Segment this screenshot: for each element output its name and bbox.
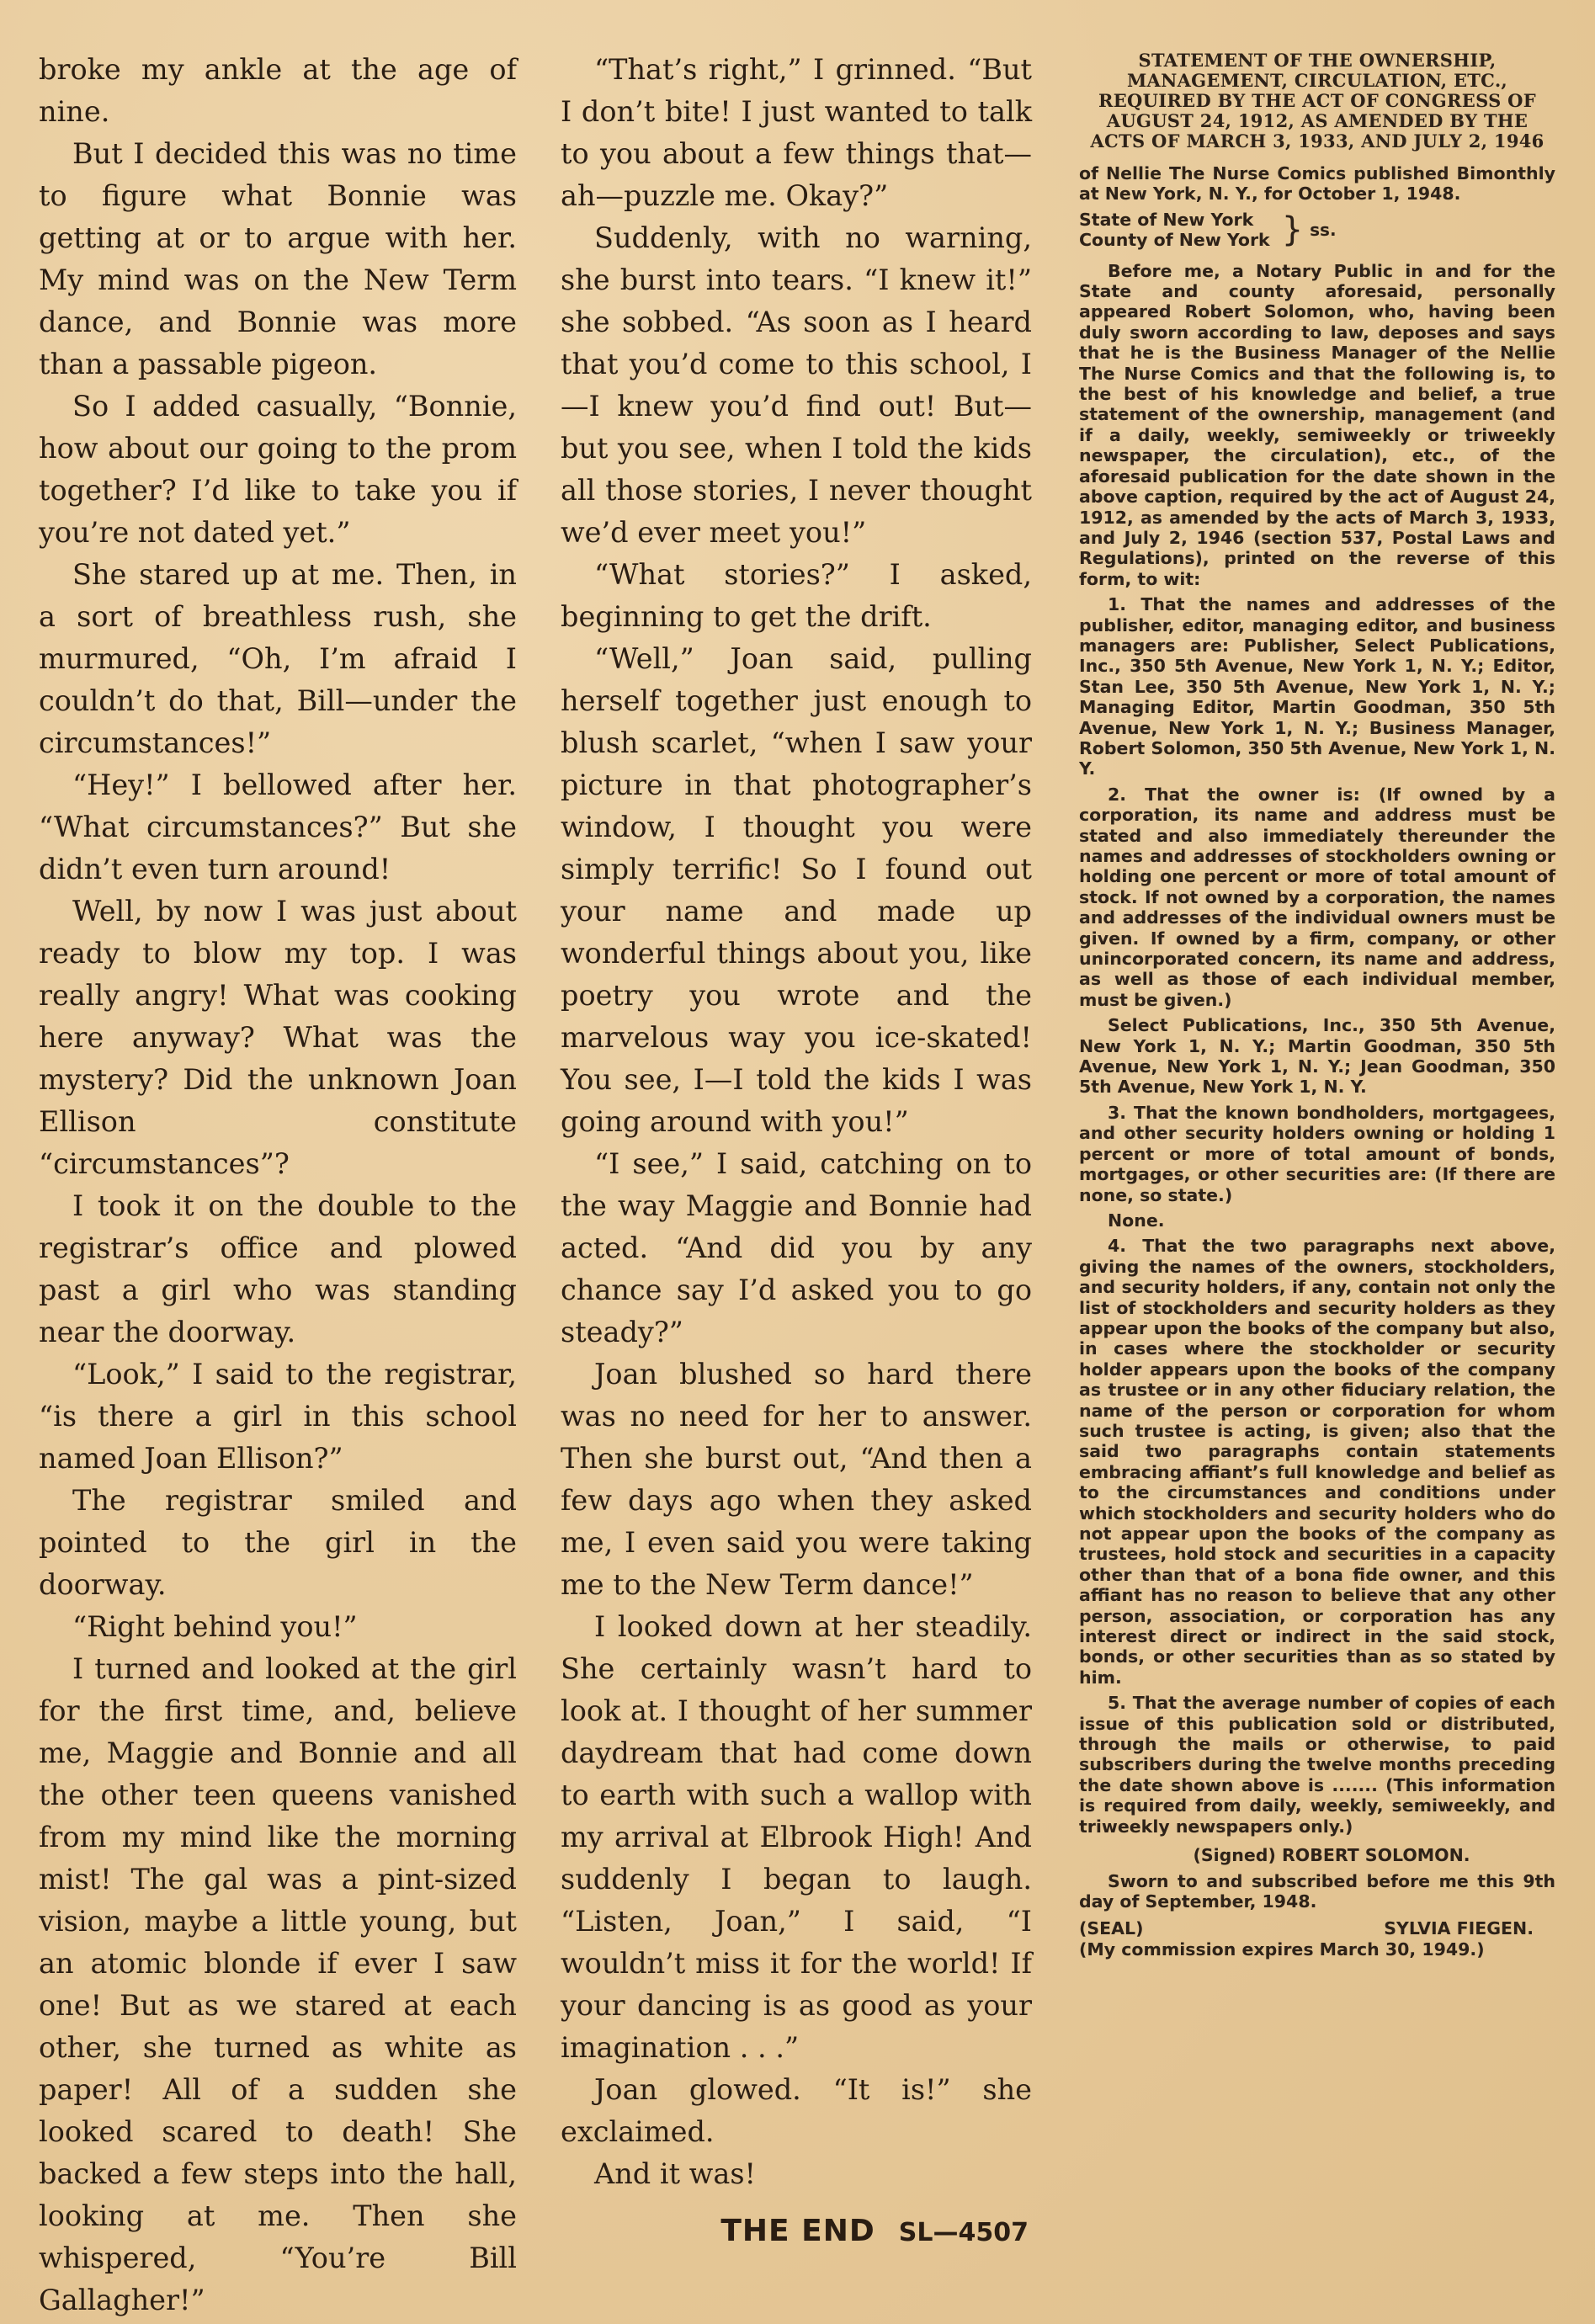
statement-paragraph: 5. That the average number of copies of each issue of this publication sold or distributed, through the mails or otherwise, to paid subscribers during the twelve months preceding the date shown above is ....... (This information is required from daily, weekly, semiweekly, and triweekly newspapers only.) xyxy=(1079,1693,1555,1837)
signature-block xyxy=(1079,1845,1555,1960)
story-paragraph: Joan glowed. “It is!” she exclaimed. xyxy=(561,2073,1032,2148)
seal-label: (SEAL) xyxy=(1079,1918,1144,1939)
statement-venue xyxy=(1079,210,1555,251)
statement-paragraph: 2. That the owner is: (If owned by a corporation, its name and address must be stated and also immediately thereunder the names and addresses of stockholders owning or holding one percent or more of total amount of stock. If not owned by a corporation, the names and addresses of the individual owners must be given. If owned by a firm, company, or other unincorporated concern, its name and address, as well as those of each individual member, must be given.) xyxy=(1079,784,1555,1010)
story-paragraph: “Well,” Joan said, pulling herself together just enough to blush scarlet, “when I saw your picture in that photographer’s window, I thought you were simply terrific! So I found out your name and made up wonderful things about you, like poetry you wrote and the marvelous way you ice-skated! You see, I—I told the kids I was going around with you!” xyxy=(561,642,1032,1138)
story-column-2 xyxy=(561,49,1032,2254)
brace-glyph: } xyxy=(1281,210,1304,250)
story-paragraph: “Look,” I said to the registrar, “is there a girl in this school named Joan Ellison?” xyxy=(39,1358,517,1475)
story-paragraph: Well, by now I was just about ready to blow my top. I was really angry! What was cooking here anyway? What was the mystery? Did the unknown Joan Ellison constitute “circumstances”? xyxy=(39,895,517,1180)
ownership-statement xyxy=(1079,51,1555,1965)
notary-name: SYLVIA FIEGEN. xyxy=(1384,1918,1534,1939)
story-end-line xyxy=(561,2210,1032,2254)
statement-paragraph: Select Publications, Inc., 350 5th Avenue, New York 1, N. Y.; Martin Goodman, 350 5th Avenue, New York 1, N. Y.; Jean Goodman, 350 5th Avenue, New York 1, N. Y. xyxy=(1079,1015,1555,1098)
statement-intro: of Nellie The Nurse Comics published Bimonthly at New York, N. Y., for October 1, 1948. xyxy=(1079,163,1555,205)
story-paragraph: I looked down at her steadily. She certainly wasn’t hard to look at. I thought of her summer daydream that had come down to earth with such a wallop with my arrival at Elbrook High! And suddenly I began to laugh. “Listen, Joan,” I said, “I wouldn’t miss it for the world! If your dancing is as good as your imagination . . .” xyxy=(561,1610,1032,2064)
signed-line: (Signed) ROBERT SOLOMON. xyxy=(1193,1845,1470,1866)
venue-ss: ss. xyxy=(1310,220,1337,241)
story-paragraph: She stared up at me. Then, in a sort of breathless rush, she murmured, “Oh, I’m afraid I couldn’t do that, Bill—under the circumstances!” xyxy=(39,558,517,759)
statement-paragraph: 3. That the known bondholders, mortgagees, and other security holders owning or holding 1 percent or more of total amount of bonds, mortgages, or other securities are: (If there are none, so state.) xyxy=(1079,1102,1555,1205)
venue-state: State of New York xyxy=(1079,209,1254,230)
story-paragraph: I took it on the double to the registrar’s office and plowed past a girl who was standing near the doorway. xyxy=(39,1189,517,1348)
story-paragraph: The registrar smiled and pointed to the girl in the doorway. xyxy=(39,1484,517,1601)
statement-paragraph: None. xyxy=(1108,1210,1165,1231)
statement-paragraph: 4. That the two paragraphs next above, giving the names of the owners, stockholders, and security holders, if any, contain not only the list of stockholders and security holders as they appear upon the books of the company but also, in cases where the stockholder or security holder appears upon the books of the company as trustee or in any other fiduciary relation, the name of the person or corporation for whom such trustee is acting, is given; also that the said two paragraphs contain statements embracing affiant’s full knowledge and belief as to the circumstances and conditions under which stockholders and security holders who do not appear upon the books of the company as trustees, hold stock and securities in a capacity other than that of a bona fide owner, and this affiant has no reason to believe that any other person, association, or corporation has any interest direct or indirect in the said stock, bonds, or other securities than as so stated by him. xyxy=(1079,1236,1555,1688)
story-paragraph: “What stories?” I asked, beginning to get the drift. xyxy=(561,558,1032,633)
statement-paragraph: 1. That the names and addresses of the publisher, editor, managing editor, and business managers are: Publisher, Select Publications, Inc., 350 5th Avenue, New York 1, N. Y.; Editor, Stan Lee, 350 5th Avenue, New York 1, N. Y.; Managing Editor, Martin Goodman, 350 5th Avenue, New York 1, N. Y.; Business Manager, Robert Solomon, 350 5th Avenue, New York 1, N. Y. xyxy=(1079,594,1555,779)
commission-line: (My commission expires March 30, 1949.) xyxy=(1079,1938,1485,1960)
seal-row xyxy=(1079,1918,1555,1938)
story-paragraph: broke my ankle at the age of nine. xyxy=(39,53,517,128)
story-paragraph: “That’s right,” I grinned. “But I don’t bite! I just wanted to talk to you about a few things that—ah—puzzle me. Okay?” xyxy=(561,53,1032,212)
story-column-1 xyxy=(39,49,517,2321)
story-paragraph: Joan blushed so hard there was no need for her to answer. Then she burst out, “And then a few days ago when they asked me, I even said you were taking me to the New Term dance!” xyxy=(561,1358,1032,1601)
statement-paragraph: Before me, a Notary Public in and for the State and county aforesaid, personally appeared Robert Solomon, who, having been duly sworn according to law, deposes and says that he is the Business Manager of the Nellie The Nurse Comics and that the following is, to the best of his knowledge and belief, a true statement of the ownership, management (and if a daily, weekly, semiweekly or triweekly newspaper, the circulation), etc., of the aforesaid publication for the date shown in the above caption, required by the act of August 24, 1912, as amended by the acts of March 3, 1933, and July 2, 1946 (section 537, Postal Laws and Regulations), printed on the reverse of this form, to wit: xyxy=(1079,260,1555,589)
story-code: SL—4507 xyxy=(898,2218,1029,2247)
sworn-line: Sworn to and subscribed before me this 9th day of September, 1948. xyxy=(1079,1870,1555,1912)
story-paragraph: “Right behind you!” xyxy=(72,1610,358,1643)
story-paragraph: But I decided this was no time to figure what Bonnie was getting at or to argue with her. My mind was on the New Term dance, and Bonnie was more than a passable pigeon. xyxy=(39,137,517,380)
story-paragraph: “I see,” I said, catching on to the way Maggie and Bonnie had acted. “And did you by any chance say I’d asked you to go steady?” xyxy=(561,1147,1032,1348)
statement-title: STATEMENT OF THE OWNERSHIP, MANAGEMENT, CIRCULATION, ETC., REQUIRED BY THE ACT OF CONGRESS OF AUGUST 24, 1912, AS AMENDED BY THE ACTS OF MARCH 3, 1933, AND JULY 2, 1946 xyxy=(1090,50,1544,152)
venue-county: County of New York xyxy=(1079,230,1270,251)
the-end-label: THE END xyxy=(720,2214,875,2248)
story-paragraph: I turned and looked at the girl for the first time, and, believe me, Maggie and Bonnie and all the other teen queens vanished from my mind like the morning mist! The gal was a pint-sized vision, maybe a little young, but an atomic blonde if ever I saw one! But as we stared at each other, she turned as white as paper! All of a sudden she looked scared to death! She backed a few steps into the hall, looking at me. Then she whispered, “You’re Bill Gallagher!” xyxy=(39,1652,517,2316)
story-paragraph: Suddenly, with no warning, she burst into tears. “I knew it!” she sobbed. “As soon as I heard that you’d come to this school, I—I knew you’d find out! But—but you see, when I told the kids all those stories, I never thought we’d ever meet you!” xyxy=(561,221,1032,549)
story-paragraph: “Hey!” I bellowed after her. “What circumstances?” But she didn’t even turn around! xyxy=(39,768,517,885)
story-paragraph: And it was! xyxy=(594,2157,756,2190)
story-paragraph: So I added casually, “Bonnie, how about our going to the prom together? I’d like to take you if you’re not dated yet.” xyxy=(39,390,517,549)
